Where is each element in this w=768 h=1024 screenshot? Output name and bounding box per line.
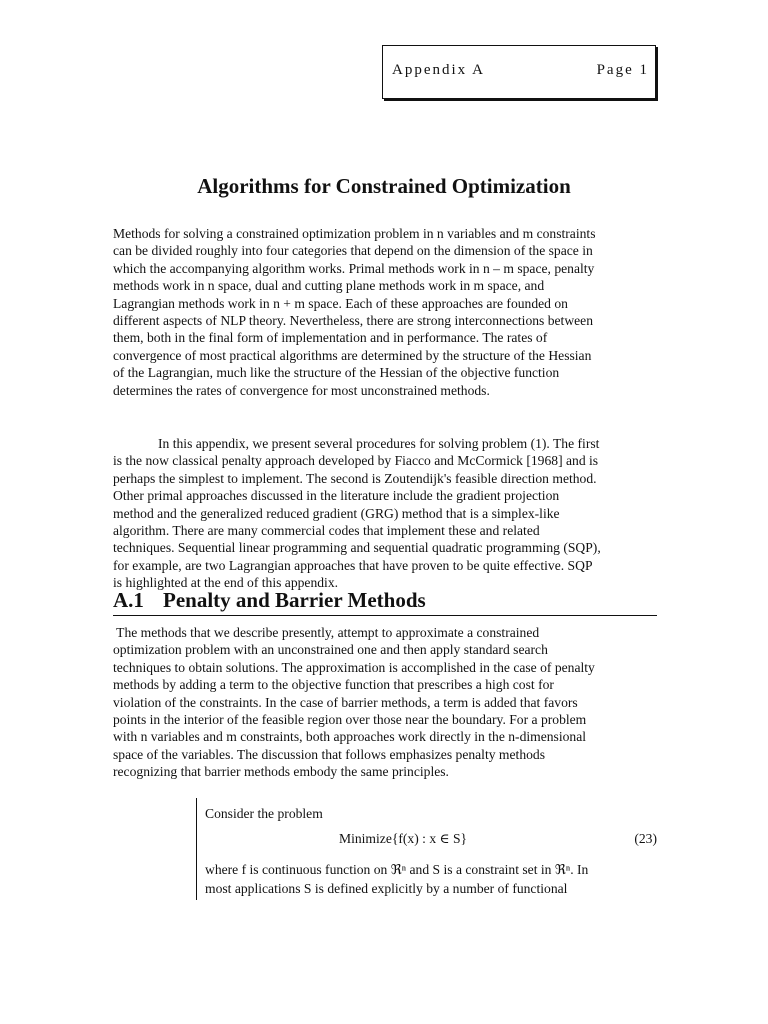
text-line: perhaps the simplest to implement. The second is Zoutendijk's feasible direction method. [113,470,597,486]
text-line: of the Lagrangian, much like the structure of the Hessian of the objective function [113,365,560,381]
document-title: Algorithms for Constrained Optimization [197,174,571,198]
text-line: is the now classical penalty approach developed by Fiacco and McCormick [1968] and is [113,453,599,469]
text-line: where f is continuous function on ℜⁿ and S is a constraint set in ℜⁿ. In [205,862,589,877]
text-line: which the accompanying algorithm works. Primal methods work in n – m space, penalty [113,260,595,276]
appendix-label: Appendix A [392,62,485,78]
text-line: space of the variables. The discussion that follows emphasizes penalty methods [113,746,545,762]
text-line: different aspects of NLP theory. Nevertheless, there are strong interconnections between [113,313,594,329]
equation: Minimize{f(x) : x ∈ S} [339,831,468,846]
text-line: methods work in n space, dual and cutting plane methods work in m space, and [113,278,545,294]
problem-description [205,860,588,898]
text-line: for example, are two Lagrangian approaches that have proven to be quite effective. SQP [113,557,593,573]
text-line: convergence of most practical algorithms are determined by the structure of the Hessian [113,347,592,363]
text-line: most applications S is defined explicitly by a number of functional [205,881,568,896]
appendix-paragraph [113,435,658,592]
text-line: method and the generalized reduced gradient (GRG) method that is a simplex-like [113,505,560,521]
text-line: Lagrangian methods work in n + m space. Each of these approaches are founded on [113,295,568,311]
equation-number: (23) [634,831,657,846]
section-paragraph [113,624,658,781]
text-line: them, both in the final form of implementation and in performance. The rates of [113,330,548,346]
text-line: recognizing that barrier methods embody the same principles. [113,764,449,780]
text-line: can be divided roughly into four categories that depend on the dimension of the space in [113,243,593,259]
text-line: methods by adding a term to the objective function that prescribes a high cost for [113,677,554,693]
problem-intro: Consider the problem [205,806,323,821]
text-line: determines the rates of convergence for most unconstrained methods. [113,382,490,398]
section-title: Penalty and Barrier Methods [163,588,426,612]
text-line: with n variables and m constraints, both approaches work directly in the n-dimensional [113,729,587,745]
text-line: is highlighted at the end of this appendix. [113,575,339,591]
text-line: algorithm. There are many commercial codes that implement these and related [113,523,540,539]
problem-statement-box [196,798,657,900]
section-heading [113,588,657,616]
section-number: A.1 [113,588,144,612]
text-line: The methods that we describe presently, attempt to approximate a constrained [113,625,540,640]
text-line: Other primal approaches discussed in the literature include the gradient projection [113,488,560,504]
text-line: points in the interior of the feasible region over those near the boundary. For a problem [113,712,587,728]
text-line: optimization problem with an unconstrained one and then apply standard search [113,642,548,658]
text-line: techniques. Sequential linear programming and sequential quadratic programming (SQP), [113,540,601,556]
page-number: Page 1 [596,62,649,78]
text-line: Methods for solving a constrained optimization problem in n variables and m constraints [113,226,596,241]
intro-paragraph [113,225,658,399]
text-line: violation of the constraints. In the case of barrier methods, a term is added that favors [113,694,578,710]
text-line: In this appendix, we present several procedures for solving problem (1). The first [158,436,600,451]
text-line: techniques to obtain solutions. The approximation is accomplished in the case of penalty [113,659,595,675]
page-header-box [382,45,656,99]
